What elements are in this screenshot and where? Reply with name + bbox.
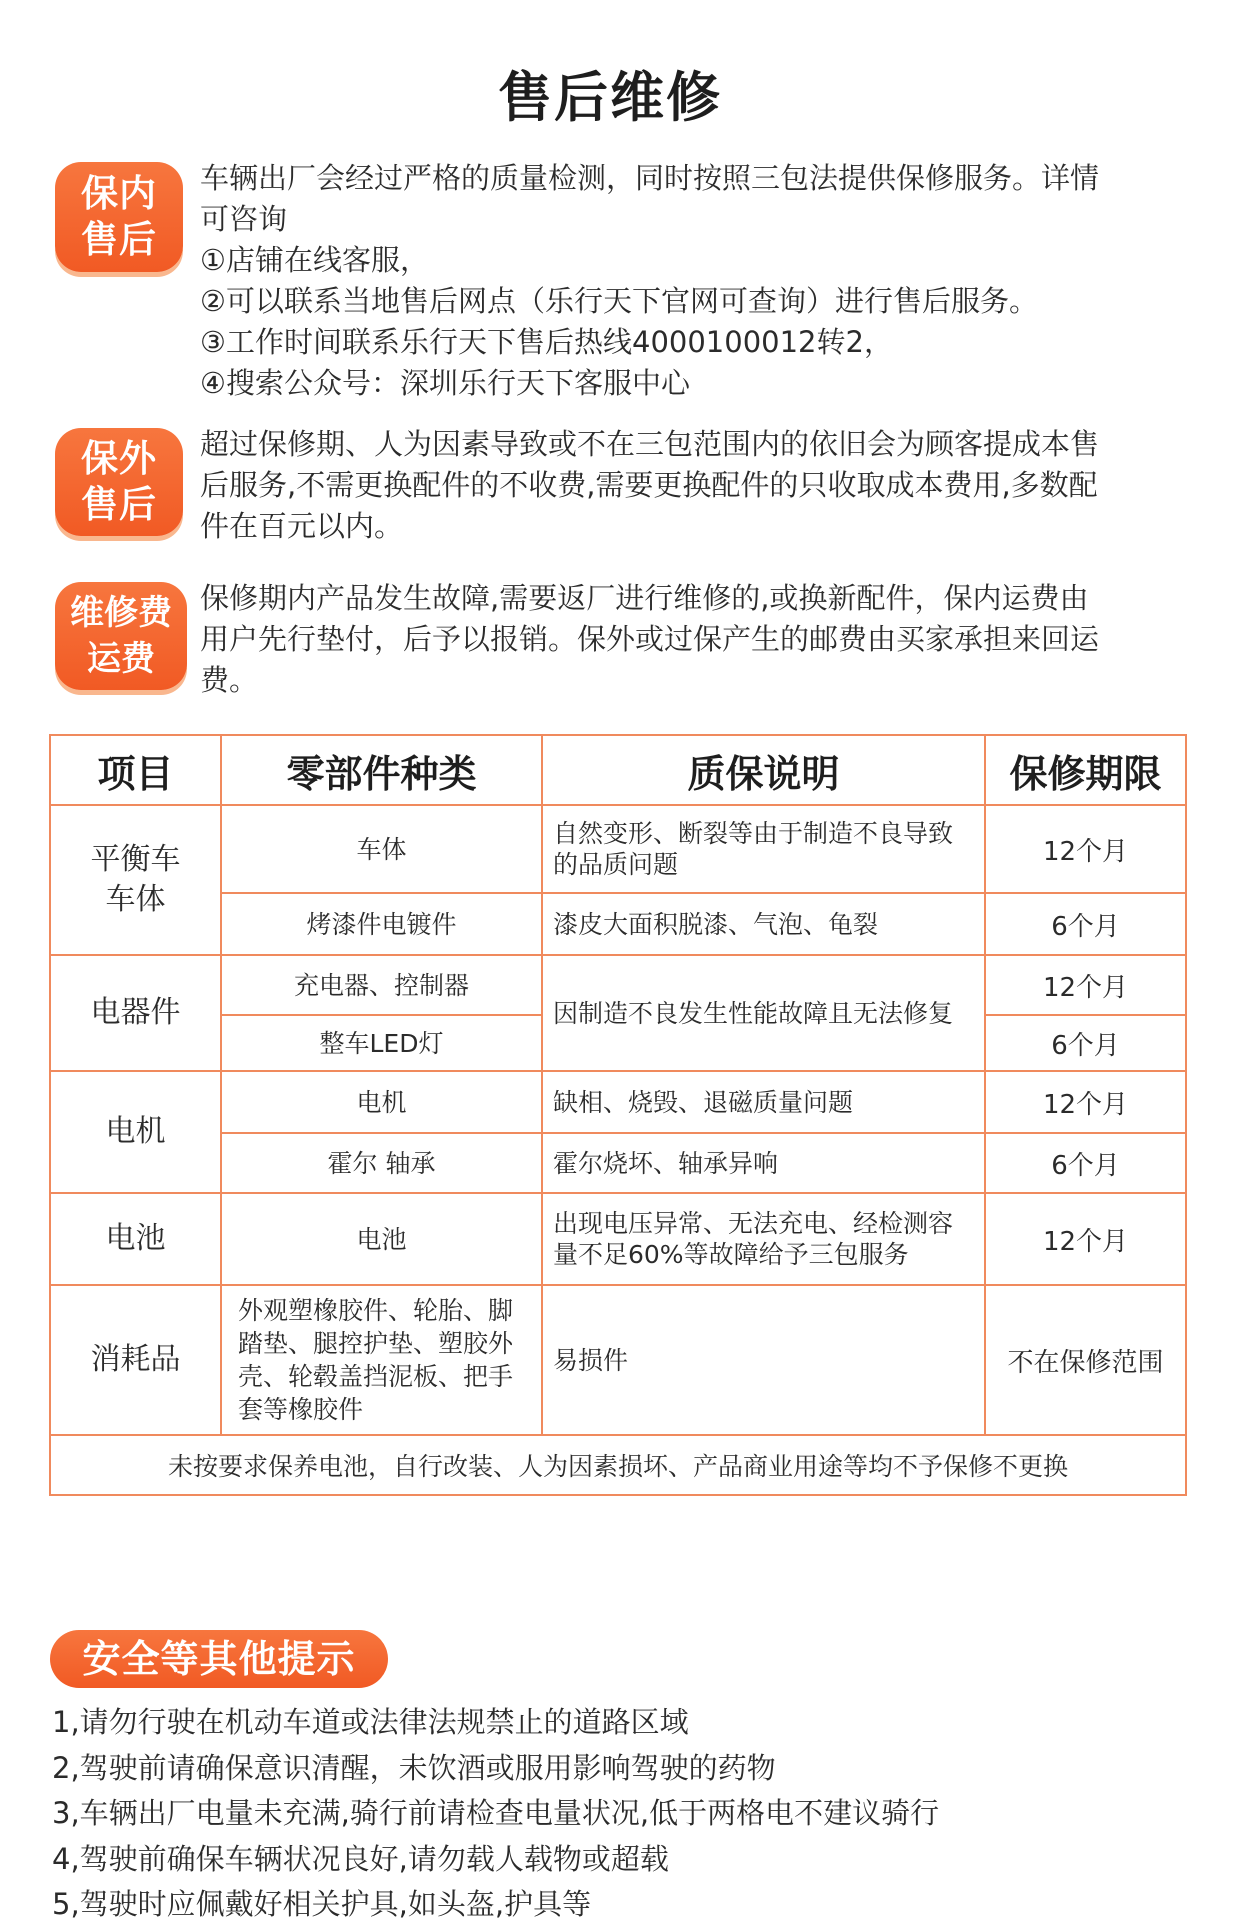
row-item: 电机 xyxy=(50,1071,221,1193)
shipping-fee-badge: 维修费 运费 xyxy=(55,582,187,690)
list-item: 3,车辆出厂电量未充满,骑行前请检查电量状况,低于两格电不建议骑行 xyxy=(52,1796,940,1830)
list-item: 5,驾驶时应佩戴好相关护具,如头盔,护具等 xyxy=(52,1887,592,1920)
out-of-warranty-text: 超过保修期、人为因素导致或不在三包范围内的依旧会为顾客提成本售 后服务,不需更换配件的不收费,需要更换配件的只收取成本费用,多数配 件在百元以内。 xyxy=(200,427,1100,543)
row-desc: 漆皮大面积脱漆、气泡、龟裂 xyxy=(542,893,985,955)
row-period: 不在保修范围 xyxy=(985,1285,1186,1435)
table-row xyxy=(50,1193,1186,1285)
row-item: 电池 xyxy=(50,1193,221,1285)
table-note: 未按要求保养电池，自行改装、人为因素损坏、产品商业用途等均不予保修不更换 xyxy=(50,1435,1186,1495)
row-desc: 因制造不良发生性能故障且无法修复 xyxy=(542,955,985,1071)
row-part: 电池 xyxy=(221,1193,542,1285)
row-desc: 易损件 xyxy=(542,1285,985,1435)
row-part: 烤漆件电镀件 xyxy=(221,893,542,955)
list-item: 1,请勿行驶在机动车道或法律法规禁止的道路区域 xyxy=(52,1705,689,1739)
header-item: 项目 xyxy=(50,735,221,805)
header-period: 保修期限 xyxy=(985,735,1186,805)
table-row xyxy=(50,1285,1186,1435)
row-part: 整车LED灯 xyxy=(221,1015,542,1071)
row-desc: 出现电压异常、无法充电、经检测容 量不足60%等故障给予三包服务 xyxy=(542,1193,985,1285)
row-desc: 缺相、烧毁、退磁质量问题 xyxy=(542,1071,985,1133)
row-item: 电器件 xyxy=(50,955,221,1071)
row-period: 12个月 xyxy=(985,805,1186,893)
header-description: 质保说明 xyxy=(542,735,985,805)
table-header-row xyxy=(50,735,1186,805)
row-item: 平衡车 车体 xyxy=(50,805,221,955)
warranty-table xyxy=(49,734,1187,1496)
table-row xyxy=(50,1133,1186,1193)
safety-list xyxy=(52,1700,1172,1920)
table-row xyxy=(50,805,1186,893)
list-item: 2,驾驶前请确保意识清醒，未饮酒或服用影响驾驶的药物 xyxy=(52,1750,776,1785)
row-part: 霍尔 轴承 xyxy=(221,1133,542,1193)
page-title: 售后维修 xyxy=(498,66,722,129)
row-part: 车体 xyxy=(221,805,542,893)
row-desc: 霍尔烧坏、轴承异响 xyxy=(542,1133,985,1193)
shipping-fee-text: 保修期内产品发生故障,需要返厂进行维修的,或换新配件，保内运费由 用户先行垫付，后予以报销。保外或过保产生的邮费由买家承担来回运 费。 xyxy=(200,581,1100,697)
row-period: 6个月 xyxy=(985,1133,1186,1193)
table-row xyxy=(50,893,1186,955)
row-item: 消耗品 xyxy=(50,1285,221,1435)
safety-title-badge: 安全等其他提示 xyxy=(50,1630,388,1688)
row-period: 6个月 xyxy=(985,893,1186,955)
row-part: 电机 xyxy=(221,1071,542,1133)
row-period: 12个月 xyxy=(985,1193,1186,1285)
table-note-row xyxy=(50,1435,1186,1495)
table-row xyxy=(50,955,1186,1015)
in-warranty-section xyxy=(55,158,1175,408)
row-part: 充电器、控制器 xyxy=(221,955,542,1015)
shipping-fee-section xyxy=(55,578,1175,708)
out-of-warranty-section xyxy=(55,424,1175,554)
row-period: 12个月 xyxy=(985,1071,1186,1133)
table-row xyxy=(50,1071,1186,1133)
row-period: 6个月 xyxy=(985,1015,1186,1071)
row-part: 外观塑橡胶件、轮胎、脚 踏垫、腿控护垫、塑胶外 壳、轮毂盖挡泥板、把手 套等橡胶件 xyxy=(221,1285,542,1435)
row-desc: 自然变形、断裂等由于制造不良导致 的品质问题 xyxy=(542,805,985,893)
out-of-warranty-badge: 保外 售后 xyxy=(55,428,183,536)
in-warranty-badge: 保内 售后 xyxy=(55,162,183,272)
row-period: 12个月 xyxy=(985,955,1186,1015)
header-part-type: 零部件种类 xyxy=(221,735,542,805)
list-item: 4,驾驶前确保车辆状况良好,请勿载人载物或超载 xyxy=(52,1841,669,1876)
in-warranty-text: 车辆出厂会经过严格的质量检测，同时按照三包法提供保修服务。详情 可咨询 ①店铺在线客服， ②可以联系当地售后网点（乐行天下官网可查询）进行售后服务。 ③工作时间联系乐行天下售后热线4000100012转2， ④搜索公众号：深圳乐行天下客服中心 xyxy=(200,161,1100,400)
